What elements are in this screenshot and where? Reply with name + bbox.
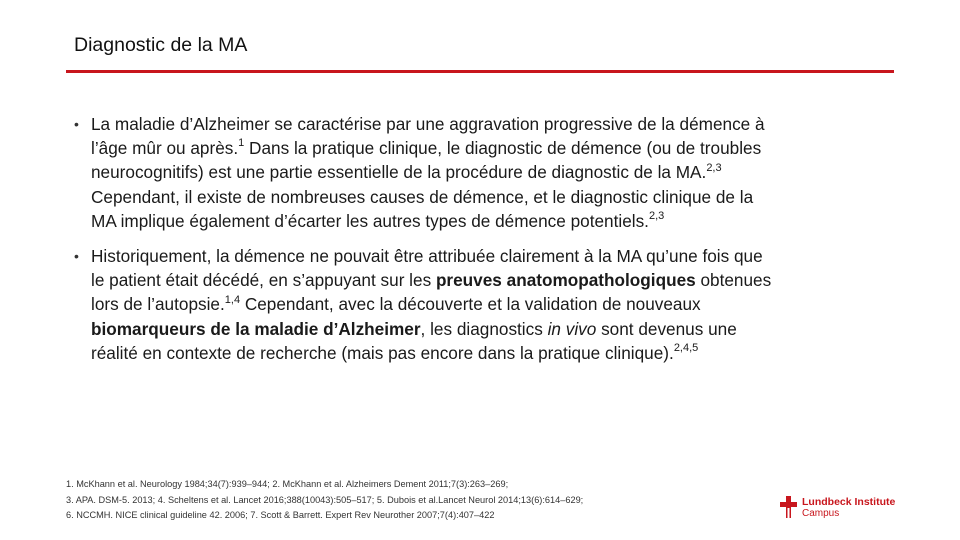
bullet-list <box>74 112 774 365</box>
title-divider <box>66 70 894 73</box>
bullet-text: sont devenus une réalité en contexte de recherche (mais pas encore dans la pratique clinique). <box>91 318 737 363</box>
bold-term: biomarqueurs de la maladie d’Alzheimer <box>91 318 421 339</box>
lundbeck-cross-icon <box>780 496 797 518</box>
bullet-text: La maladie d’Alzheimer se caractérise par une aggravation progressive de la démence à l’âge mûr ou après. <box>91 114 765 159</box>
reference-superscript: 2,4,5 <box>673 342 699 355</box>
bold-term: preuves anatomopathologiques <box>435 270 696 291</box>
bullet-text: Historiquement, la démence ne pouvait être attribuée clairement à la MA qu’une fois que le patient était décédé, en s’appuyant sur les <box>91 246 763 291</box>
bullet-text: , les diagnostics <box>420 318 548 339</box>
footnote-line: 6. NCCMH. NICE clinical guideline 42. 2006; 7. Scott & Barrett. Expert Rev Neurother 2007;7(4):407–422 <box>66 510 495 520</box>
bullet-marker: • <box>74 116 79 132</box>
bullet-item-2 <box>74 244 774 365</box>
bullet-text: Cependant, avec la découverte et la validation de nouveaux <box>240 294 701 315</box>
references-footnote <box>66 477 583 524</box>
bullet-item-1 <box>74 112 774 233</box>
reference-superscript: 1 <box>238 137 245 150</box>
logo-text-line2: Campus <box>802 508 840 519</box>
bullet-marker: • <box>74 248 79 265</box>
reference-superscript: 1,4 <box>224 293 241 306</box>
footnote-line: 1. McKhann et al. Neurology 1984;34(7):939–944; 2. McKhann et al. Alzheimers Dement 2011;7(3):263–269; <box>66 479 509 489</box>
footnote-line: 3. APA. DSM-5. 2013; 4. Scheltens et al. Lancet 2016;388(10043):505–517; 5. Dubois et al.Lancet Neurol 2014;13(6):614–629; <box>66 494 584 505</box>
reference-superscript: 2,3 <box>648 210 665 223</box>
logo-text-line1: Lundbeck Institute <box>802 496 896 508</box>
page-title: Diagnostic de la MA <box>74 34 248 56</box>
lundbeck-institute-logo <box>780 494 900 520</box>
bullet-text: Dans la pratique clinique, le diagnostic de démence (ou de troubles neurocognitifs) est une partie essentielle de la procédure de diagnostic de la MA. <box>91 138 762 183</box>
reference-superscript: 2,3 <box>706 161 722 174</box>
bullet-text: Cependant, il existe de nombreuses causes de démence, et le diagnostic clinique de la MA implique également d’écarter les autres types de démence potentiels. <box>91 186 754 231</box>
bullet-text: obtenues lors de l’autopsie. <box>91 270 772 315</box>
italic-term: in vivo <box>547 318 597 339</box>
